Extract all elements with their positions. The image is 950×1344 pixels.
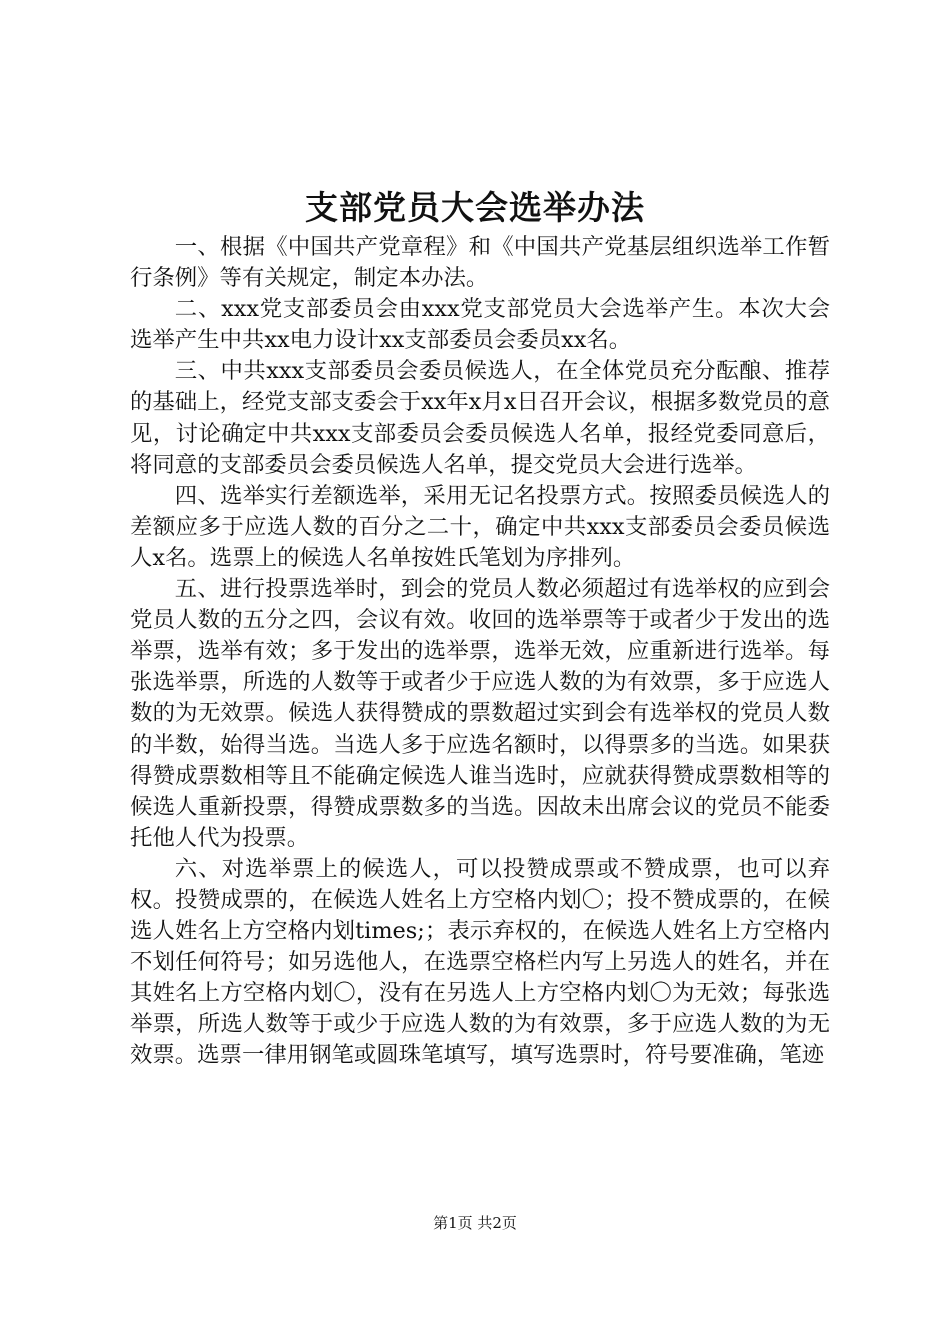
paragraph-5: 五、进行投票选举时，到会的党员人数必须超过有选举权的应到会党员人数的五分之四，会议有效。收回的选举票等于或者少于发出的选举票，选举有效；多于发出的选举票，选举无效，应重新进行选举。每张选举票，所选的人数等于或者少于应选人数的为有效票，多于应选人数的为无效票。候选人获得赞成的票数超过实到会有选举权的党员人数的半数，始得当选。当选人多于应选名额时，以得票多的当选。如果获得赞成票数相等且不能确定候选人谁当选时，应就获得赞成票数相等的候选人重新投票，得赞成票数多的当选。因故未出席会议的党员不能委托他人代为投票。 [130,576,830,851]
paragraph-2: 二、xxx党支部委员会由xxx党支部党员大会选举产生。本次大会选举产生中共xx电力设计xx支部委员会委员xx名。 [130,296,830,354]
page-number-footer: 第1页 共2页 [433,1214,517,1232]
paragraph-1: 一、根据《中国共产党章程》和《中国共产党基层组织选举工作暂行条例》等有关规定，制定本办法。 [130,234,830,292]
paragraph-3: 三、中共xxx支部委员会委员候选人，在全体党员充分酝酿、推荐的基础上，经党支部支委会于xx年x月x日召开会议，根据多数党员的意见，讨论确定中共xxx支部委员会委员候选人名单，报经党委同意后，将同意的支部委员会委员候选人名单，提交党员大会进行选举。 [130,358,830,478]
paragraph-6: 六、对选举票上的候选人，可以投赞成票或不赞成票，也可以弃权。投赞成票的，在候选人姓名上方空格内划〇；投不赞成票的，在候选人姓名上方空格内划times;；表示弃权的，在候选人姓名上方空格内不划任何符号；如另选他人，在选票空格栏内写上另选人的姓名，并在其姓名上方空格内划〇，没有在另选人上方空格内划〇为无效；每张选举票，所选人数等于或少于应选人数的为有效票，多于应选人数的为无效票。选票一律用钢笔或圆珠笔填写，填写选票时，符号要准确，笔迹 [130,855,830,1069]
document-body [130,232,830,1072]
paragraph-4: 四、选举实行差额选举，采用无记名投票方式。按照委员候选人的差额应多于应选人数的百分之二十，确定中共xxx支部委员会委员候选人x名。选票上的候选人名单按姓氏笔划为序排列。 [130,482,830,571]
document-title: 支部党员大会选举办法 [305,188,645,227]
